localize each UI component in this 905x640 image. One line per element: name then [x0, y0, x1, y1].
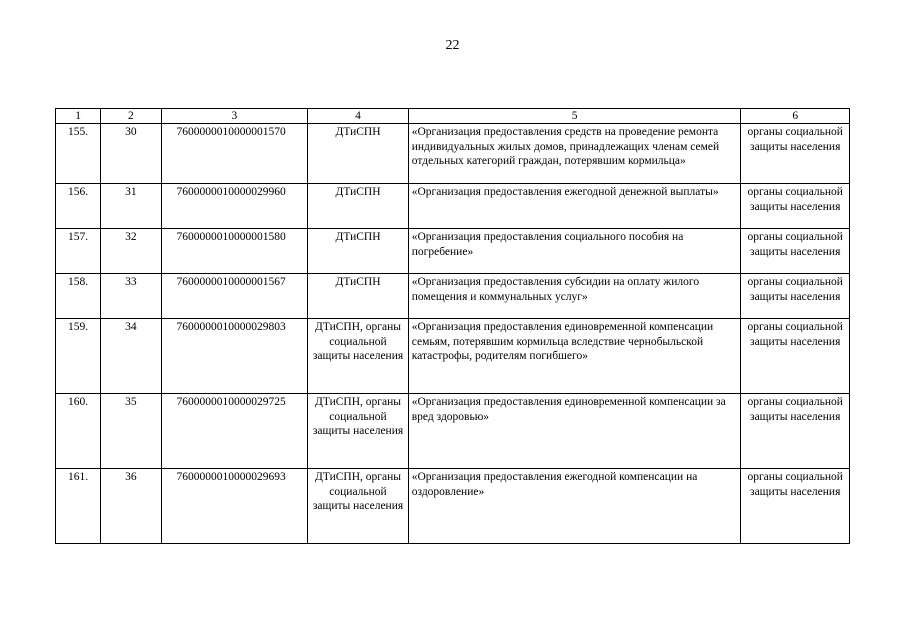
- column-header-3: 3: [161, 109, 308, 124]
- service-code: 7600000010000001567: [176, 276, 286, 288]
- header-row: [56, 109, 850, 124]
- table-row: [56, 469, 850, 544]
- service-name: «Организация предоставления единовременной компенсации семьям, потерявшим кормильца вследствие чернобыльской катастрофы, родителям погибшего»: [408, 319, 741, 394]
- executor: органы социальной защиты населения: [741, 184, 850, 229]
- service-code-cell: [161, 274, 308, 319]
- row-index: 34: [101, 319, 161, 394]
- service-name: «Организация предоставления социального пособия на погребение»: [408, 229, 741, 274]
- department: ДТиСПН, органы социальной защиты населения: [308, 319, 409, 394]
- service-code: 7600000010000029960: [176, 186, 286, 198]
- services-table: [55, 108, 850, 544]
- table-row: [56, 394, 850, 469]
- column-header-6: 6: [741, 109, 850, 124]
- column-header-1: 1: [56, 109, 101, 124]
- row-number: 155.: [56, 124, 101, 184]
- service-code-cell: [161, 229, 308, 274]
- service-code: 7600000010000029803: [176, 321, 286, 333]
- column-header-2: 2: [101, 109, 161, 124]
- row-index: 33: [101, 274, 161, 319]
- row-index: 32: [101, 229, 161, 274]
- service-name: «Организация предоставления субсидии на оплату жилого помещения и коммунальных услуг»: [408, 274, 741, 319]
- department: ДТиСПН: [308, 229, 409, 274]
- row-number: 160.: [56, 394, 101, 469]
- service-code-cell: [161, 184, 308, 229]
- service-code-cell: [161, 319, 308, 394]
- row-index: 35: [101, 394, 161, 469]
- department: ДТиСПН, органы социальной защиты населения: [308, 469, 409, 544]
- service-code: 7600000010000029725: [176, 396, 286, 408]
- service-name: «Организация предоставления ежегодной компенсации на оздоровление»: [408, 469, 741, 544]
- executor: органы социальной защиты населения: [741, 229, 850, 274]
- row-index: 30: [101, 124, 161, 184]
- service-code-cell: [161, 124, 308, 184]
- page-number: 22: [445, 38, 460, 53]
- service-code: 7600000010000029693: [176, 471, 286, 483]
- row-index: 36: [101, 469, 161, 544]
- executor: органы социальной защиты населения: [741, 274, 850, 319]
- service-code-cell: [161, 394, 308, 469]
- row-number: 157.: [56, 229, 101, 274]
- service-name: «Организация предоставления ежегодной денежной выплаты»: [408, 184, 741, 229]
- column-header-4: 4: [308, 109, 409, 124]
- service-code-cell: [161, 469, 308, 544]
- department: ДТиСПН: [308, 184, 409, 229]
- table-row: [56, 124, 850, 184]
- department: ДТиСПН: [308, 274, 409, 319]
- service-name: «Организация предоставления единовременной компенсации за вред здоровью»: [408, 394, 741, 469]
- department: ДТиСПН, органы социальной защиты населения: [308, 394, 409, 469]
- executor: органы социальной защиты населения: [741, 319, 850, 394]
- service-name: «Организация предоставления средств на проведение ремонта индивидуальных жилых домов, принадлежащих членам семей отдельных категорий граждан, потерявшим кормильца»: [408, 124, 741, 184]
- department: ДТиСПН: [308, 124, 409, 184]
- service-code: 7600000010000001580: [176, 231, 286, 243]
- table-row: [56, 274, 850, 319]
- executor: органы социальной защиты населения: [741, 394, 850, 469]
- row-number: 158.: [56, 274, 101, 319]
- executor: органы социальной защиты населения: [741, 124, 850, 184]
- column-header-5: 5: [408, 109, 741, 124]
- row-index: 31: [101, 184, 161, 229]
- service-code: 7600000010000001570: [176, 126, 286, 138]
- table-row: [56, 319, 850, 394]
- row-number: 159.: [56, 319, 101, 394]
- row-number: 161.: [56, 469, 101, 544]
- table-row: [56, 184, 850, 229]
- row-number: 156.: [56, 184, 101, 229]
- table-row: [56, 229, 850, 274]
- executor: органы социальной защиты населения: [741, 469, 850, 544]
